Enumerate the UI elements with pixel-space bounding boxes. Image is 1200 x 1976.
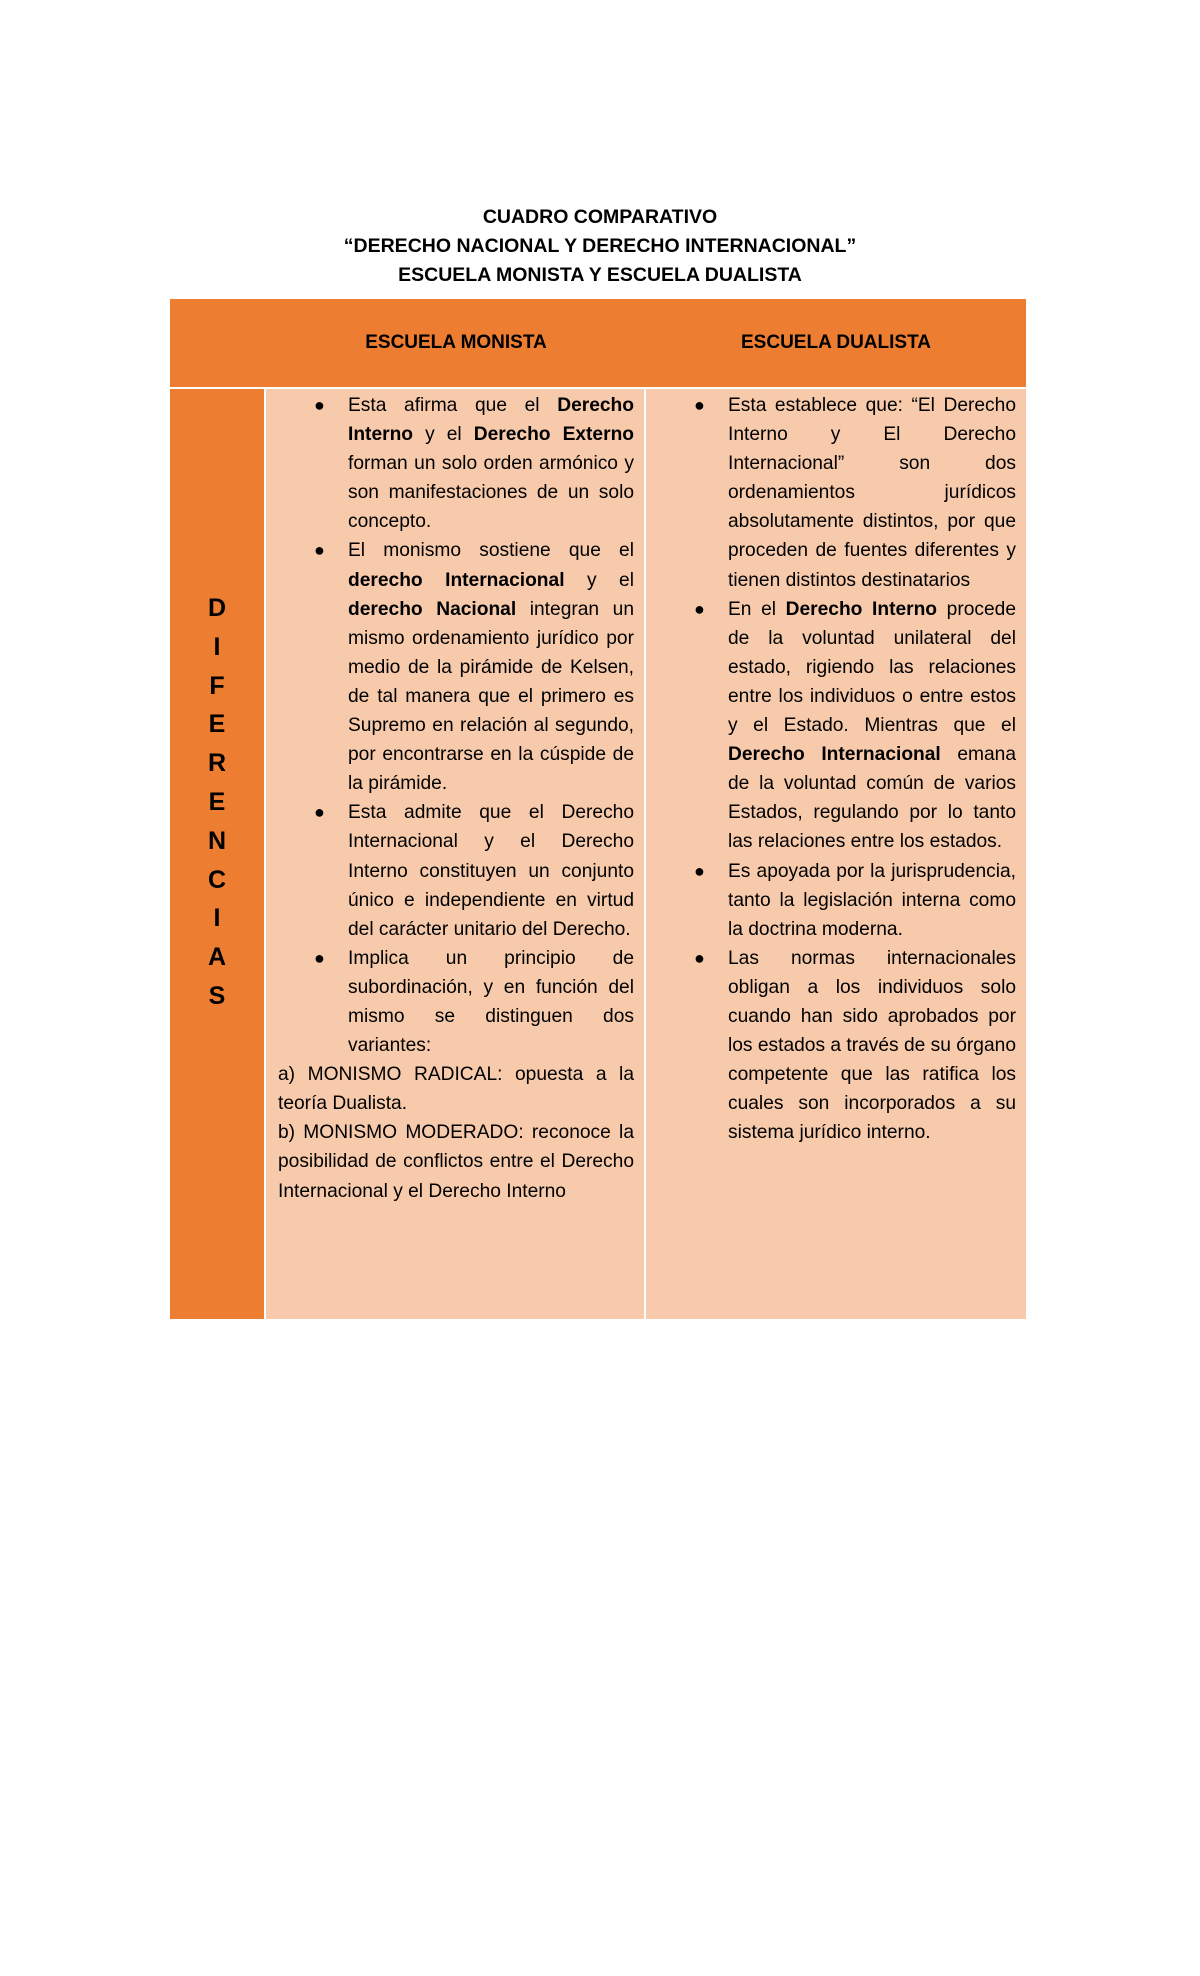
list-item (278, 391, 634, 536)
text-segment: y el (413, 424, 474, 446)
title-line-3: ESCUELA MONISTA Y ESCUELA DUALISTA (398, 264, 802, 286)
bold-term: Derecho Internacional (728, 744, 941, 766)
text-segment: Implica un principio de subordinación, y en función del mismo se distinguen dos variantes: (348, 947, 634, 1057)
bullet-icon: ● (314, 540, 325, 561)
side-label-diferencias (170, 389, 264, 1319)
side-letter: R (207, 749, 227, 778)
list-item (278, 944, 634, 1060)
document-title (0, 203, 1200, 290)
cell-monista (266, 389, 644, 1319)
text-segment: integran un mismo ordenamiento jurídico por medio de la pirámide de Kelsen, de tal manera que el primero es Supremo en relación al segundo, por encontrarse en la cúspide de la pirámide. (348, 598, 634, 795)
bold-term: derecho Nacional (348, 598, 517, 620)
bullet-icon: ● (694, 395, 705, 415)
bold-term: Derecho Interno (348, 395, 634, 446)
side-letter: D (207, 594, 227, 622)
text-segment: En el (728, 598, 786, 620)
side-letter: I (213, 904, 221, 933)
side-letter: I (213, 632, 221, 661)
side-letter: C (207, 865, 227, 894)
side-letter: F (209, 671, 225, 700)
bullet-icon: ● (694, 598, 705, 619)
text-segment: forman un solo orden armónico y son manifestaciones de un solo concepto. (348, 453, 634, 533)
bullet-icon: ● (314, 802, 325, 823)
dualista-list (694, 391, 1016, 1147)
side-letter: E (208, 787, 226, 816)
list-item (694, 857, 1016, 944)
monista-list (278, 391, 634, 1060)
bold-term: Derecho Interno (785, 598, 938, 620)
text-segment: procede de la voluntad unilateral del estado, rigiendo las relaciones entre los individuos o entre estos y el Estado. Mientras que el (728, 598, 1016, 737)
bold-term: derecho Internacional (348, 569, 565, 591)
list-item (694, 944, 1016, 1148)
list-item (694, 595, 1016, 857)
bullet-icon: ● (694, 860, 705, 881)
bullet-icon: ● (314, 395, 325, 415)
list-item (278, 798, 634, 943)
header-escuela-monista: ESCUELA MONISTA (365, 332, 547, 353)
title-line-1: CUADRO COMPARATIVO (482, 206, 718, 228)
bold-term: Derecho Externo (473, 424, 635, 446)
header-escuela-dualista: ESCUELA DUALISTA (741, 332, 931, 353)
text-segment: Esta afirma que el (348, 395, 558, 416)
variant-radical: a) MONISMO RADICAL: opuesta a la teoría Dualista. (278, 1064, 634, 1115)
text-segment: Esta admite que el Derecho Internacional y el Derecho Interno constituyen un conjunto único e independiente en virtud del carácter unitario del Derecho. (348, 802, 634, 940)
side-letter: N (207, 826, 227, 855)
table-header-row (170, 299, 1026, 387)
text-segment: Las normas internacionales obligan a los individuos solo cuando han sido aprobados por los estados a través de su órgano competente que las ratifica los cuales son incorporados a su sistema jurídico interno. (728, 947, 1016, 1144)
text-segment: y el (564, 569, 634, 591)
bullet-icon: ● (314, 947, 325, 968)
list-item (694, 391, 1016, 595)
side-letter: E (208, 710, 226, 739)
comparison-table (170, 299, 1026, 1319)
text-segment: Esta establece que: “El Derecho Interno y El Derecho Internacional” son dos ordenamientos jurídicos absolutamente distintos, por que proceden de fuentes diferentes y tienen distintos destinatarios (728, 395, 1016, 591)
text-segment: emana de la voluntad común de varios Estados, regulando por lo tanto las relaciones entre los estados. (728, 744, 1016, 853)
bullet-icon: ● (694, 947, 705, 968)
title-line-2: “DERECHO NACIONAL Y DERECHO INTERNACIONAL” (343, 235, 857, 257)
side-label-letters (170, 589, 264, 1016)
cell-dualista (646, 389, 1026, 1319)
text-segment: El monismo sostiene que el (348, 540, 634, 562)
variant-moderado: b) MONISMO MODERADO: reconoce la posibilidad de conflictos entre el Derecho Internacional y el Derecho Interno (278, 1122, 634, 1202)
side-letter: A (207, 943, 227, 972)
side-letter: S (208, 981, 226, 1010)
list-item (278, 536, 634, 798)
text-segment: Es apoyada por la jurisprudencia, tanto la legislación interna como la doctrina moderna. (728, 860, 1016, 940)
